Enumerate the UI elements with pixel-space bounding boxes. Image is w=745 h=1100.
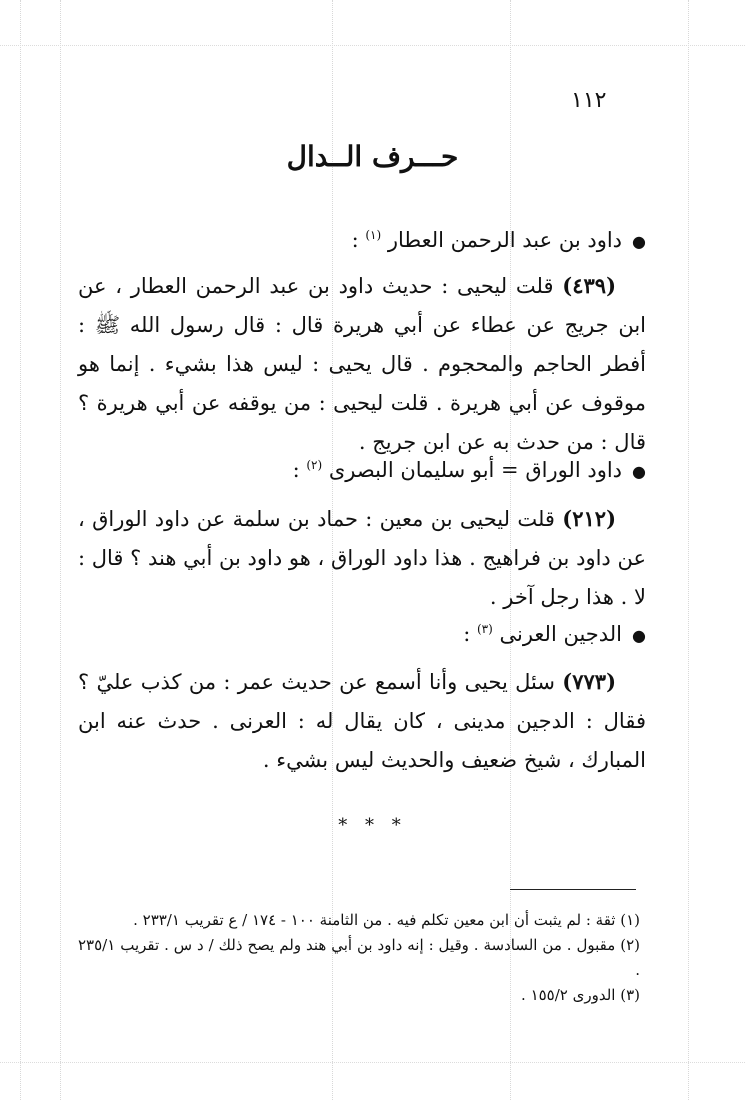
bullet-icon: ● xyxy=(632,626,646,645)
heading-colon: : xyxy=(292,458,307,482)
hadith-number: (٢١٢) xyxy=(562,506,616,531)
footnote-ref[interactable]: (٢) xyxy=(306,458,323,472)
footnote-2: (٢) مقبول . من السادسة . وقيل : إنه داود بن أبي هند ولم يصح ذلك / د س . تقريب ٢٣٥/١ . xyxy=(78,936,640,979)
heading-colon: : xyxy=(351,228,366,252)
footnote-3: (٣) الدورى ١٥٥/٢ . xyxy=(521,986,640,1004)
hadith-number: (٧٧٣) xyxy=(562,669,616,694)
narrator-name: داود بن عبد الرحمن العطار xyxy=(387,228,623,252)
footnote-ref[interactable]: (٣) xyxy=(476,622,493,636)
footnotes xyxy=(78,908,640,1008)
section-separator: * * * xyxy=(338,815,407,836)
narrator-name: داود الوراق = أبو سليمان البصرى xyxy=(328,458,623,482)
entry-heading-1 xyxy=(78,222,646,260)
entry-paragraph-3 xyxy=(78,662,646,780)
page-number: ١١٢ xyxy=(571,88,607,113)
entry-paragraph-1 xyxy=(78,266,646,462)
hadith-number: (٤٣٩) xyxy=(562,273,616,298)
footnote-ref[interactable]: (١) xyxy=(365,228,382,242)
hadith-text: قلت ليحيى بن معين : حماد بن سلمة عن داود الوراق ، عن داود بن فراهيج . هذا داود الوراق ، هو داود بن أبي هند ؟ قال : لا . هذا رجل آخر . xyxy=(78,507,646,609)
entry-heading-2 xyxy=(78,452,646,490)
hadith-text: سئل يحيى وأنا أسمع عن حديث عمر : من كذب عليّ ؟ فقال : الدجين مدينى ، كان يقال له : العرنى . حدث عنه ابن المبارك ، شيخ ضعيف والحديث ليس بشيء . xyxy=(78,670,646,772)
entry-paragraph-2 xyxy=(78,499,646,617)
section-title: حـــرف الــدال xyxy=(286,140,459,173)
heading-colon: : xyxy=(463,622,477,646)
bullet-icon: ● xyxy=(632,462,646,481)
bullet-icon: ● xyxy=(632,232,646,251)
entry-heading-3 xyxy=(78,616,646,654)
narrator-name: الدجين العرنى xyxy=(499,622,623,646)
footnote-1: (١) ثقة : لم يثبت أن ابن معين تكلم فيه . من الثامنة ١٠٠ - ١٧٤ / ع تقريب ٢٣٣/١ . xyxy=(133,911,640,929)
footnote-rule xyxy=(510,889,636,890)
hadith-text: قلت ليحيى : حديث داود بن عبد الرحمن العطار ، عن ابن جريج عن عطاء عن أبي هريرة قال : قال رسول الله ﷺ : أفطر الحاجم والمحجوم . قال يحيى : ليس هذا بشيء . إنما هو موقوف عن أبي هريرة . قلت ليحيى : من يوقفه عن أبي هريرة ؟ قال : من حدث به عن ابن جريج . xyxy=(78,274,646,454)
